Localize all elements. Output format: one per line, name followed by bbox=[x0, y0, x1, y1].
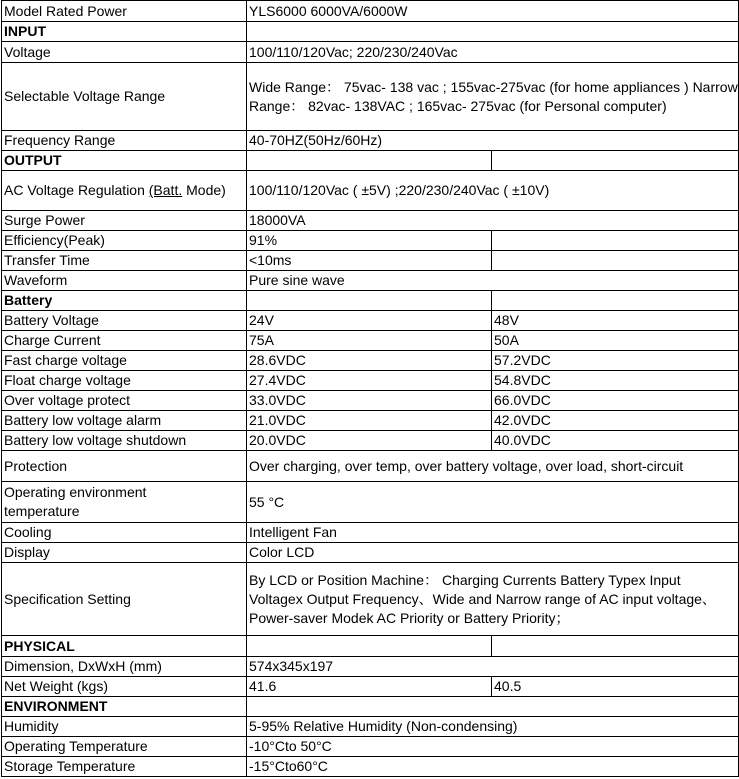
row-battery-heading bbox=[2, 291, 739, 311]
row-dimension bbox=[2, 657, 739, 677]
value-weight-24v: 41.6 bbox=[247, 677, 492, 697]
battery-row-48v: 42.0VDC bbox=[492, 411, 739, 431]
label-spec-setting: Specification Setting bbox=[2, 563, 247, 636]
label-efficiency: Efficiency(Peak) bbox=[2, 231, 247, 251]
battery-row-48v: 40.0VDC bbox=[492, 431, 739, 451]
battery-row-24v: 27.4VDC bbox=[247, 371, 492, 391]
value-storage-temp: -15°Cto60°C bbox=[247, 757, 739, 777]
table-row bbox=[2, 331, 739, 351]
label-transfer: Transfer Time bbox=[2, 251, 247, 271]
ac-regulation-label-main: AC Voltage Regulation bbox=[4, 182, 149, 198]
value-transfer: <10ms bbox=[247, 251, 492, 271]
row-voltage bbox=[2, 42, 739, 63]
spec-table bbox=[1, 0, 739, 777]
row-waveform bbox=[2, 271, 739, 291]
table-row bbox=[2, 371, 739, 391]
value-ac-regulation: 100/110/120Vac ( ±5V) ;220/230/240Vac ( ±10V) bbox=[247, 171, 739, 211]
value-dimension: 574x345x197 bbox=[247, 657, 739, 677]
label-ac-regulation bbox=[2, 171, 247, 211]
ac-regulation-label-mode: Mode) bbox=[182, 182, 226, 198]
row-input-heading bbox=[2, 22, 739, 42]
label-cooling: Cooling bbox=[2, 523, 247, 543]
label-frequency: Frequency Range bbox=[2, 131, 247, 151]
row-display bbox=[2, 543, 739, 563]
empty-cell bbox=[247, 22, 739, 42]
table-row bbox=[2, 391, 739, 411]
section-input: INPUT bbox=[2, 22, 247, 42]
battery-row-48v: 54.8VDC bbox=[492, 371, 739, 391]
row-weight bbox=[2, 677, 739, 697]
value-operating-temp: -10°Cto 50°C bbox=[247, 737, 739, 757]
empty-cell bbox=[247, 291, 492, 311]
label-surge: Surge Power bbox=[2, 211, 247, 231]
empty-cell bbox=[492, 151, 739, 171]
battery-row-24v: 33.0VDC bbox=[247, 391, 492, 411]
row-model bbox=[2, 1, 739, 22]
table-row bbox=[2, 311, 739, 331]
value-weight-48v: 40.5 bbox=[492, 677, 739, 697]
row-efficiency bbox=[2, 231, 739, 251]
empty-cell bbox=[247, 151, 492, 171]
row-output-heading bbox=[2, 151, 739, 171]
table-row bbox=[2, 431, 739, 451]
battery-row-48v: 66.0VDC bbox=[492, 391, 739, 411]
battery-row-24v: 75A bbox=[247, 331, 492, 351]
label-operating-temp: Operating Temperature bbox=[2, 737, 247, 757]
row-transfer bbox=[2, 251, 739, 271]
label-display: Display bbox=[2, 543, 247, 563]
battery-row-label: Battery low voltage shutdown bbox=[2, 431, 247, 451]
label-operating-env: Operating environment temperature bbox=[2, 482, 247, 523]
empty-cell bbox=[492, 231, 739, 251]
battery-row-label: Battery Voltage bbox=[2, 311, 247, 331]
row-cooling bbox=[2, 523, 739, 543]
row-spec-setting bbox=[2, 563, 739, 636]
label-protection: Protection bbox=[2, 451, 247, 482]
section-battery: Battery bbox=[2, 291, 247, 311]
ac-regulation-label-batt: (Batt. bbox=[148, 182, 183, 198]
battery-row-label: Over voltage protect bbox=[2, 391, 247, 411]
value-selectable-range: Wide Range： 75vac- 138 vac ; 155vac-275vac (for home appliances ) Narrow Range： 82vac- 138VAC ; 165vac- 275vac (for Personal computer) bbox=[247, 63, 739, 131]
value-surge: 18000VA bbox=[247, 211, 739, 231]
empty-cell bbox=[247, 697, 739, 717]
empty-cell bbox=[492, 291, 739, 311]
table-row bbox=[2, 351, 739, 371]
value-model: YLS6000 6000VA/6000W bbox=[247, 1, 739, 22]
label-selectable-range: Selectable Voltage Range bbox=[2, 63, 247, 131]
row-surge bbox=[2, 211, 739, 231]
row-storage-temp bbox=[2, 757, 739, 777]
battery-row-24v: 20.0VDC bbox=[247, 431, 492, 451]
empty-cell bbox=[247, 636, 492, 657]
empty-cell bbox=[492, 636, 739, 657]
battery-row-label: Charge Current bbox=[2, 331, 247, 351]
empty-cell bbox=[492, 251, 739, 271]
value-waveform: Pure sine wave bbox=[247, 271, 739, 291]
label-model: Model Rated Power bbox=[2, 1, 247, 22]
row-humidity bbox=[2, 717, 739, 737]
row-physical-heading bbox=[2, 636, 739, 657]
battery-row-label: Float charge voltage bbox=[2, 371, 247, 391]
row-ac-regulation bbox=[2, 171, 739, 211]
battery-row-label: Fast charge voltage bbox=[2, 351, 247, 371]
label-voltage: Voltage bbox=[2, 42, 247, 63]
value-cooling: Intelligent Fan bbox=[247, 523, 739, 543]
battery-row-24v: 21.0VDC bbox=[247, 411, 492, 431]
section-physical: PHYSICAL bbox=[2, 636, 247, 657]
row-selectable-range bbox=[2, 63, 739, 131]
value-display: Color LCD bbox=[247, 543, 739, 563]
row-frequency bbox=[2, 131, 739, 151]
value-protection: Over charging, over temp, over battery voltage, over load, short-circuit bbox=[247, 451, 739, 482]
row-operating-env bbox=[2, 482, 739, 523]
row-protection bbox=[2, 451, 739, 482]
label-storage-temp: Storage Temperature bbox=[2, 757, 247, 777]
value-spec-setting: By LCD or Position Machine： Charging Currents Battery Typex Input Voltagex Output Frequency、Wide and Narrow range of AC input voltage、 Power-saver Modek AC Priority or Battery Priority； bbox=[247, 563, 739, 636]
battery-row-48v: 50A bbox=[492, 331, 739, 351]
value-frequency: 40-70HZ(50Hz/60Hz) bbox=[247, 131, 739, 151]
battery-row-label: Battery low voltage alarm bbox=[2, 411, 247, 431]
battery-row-24v: 24V bbox=[247, 311, 492, 331]
battery-row-24v: 28.6VDC bbox=[247, 351, 492, 371]
label-dimension: Dimension, DxWxH (mm) bbox=[2, 657, 247, 677]
row-operating-temp bbox=[2, 737, 739, 757]
label-weight: Net Weight (kgs) bbox=[2, 677, 247, 697]
battery-row-48v: 48V bbox=[492, 311, 739, 331]
value-efficiency: 91% bbox=[247, 231, 492, 251]
section-environment: ENVIRONMENT bbox=[2, 697, 247, 717]
row-environment-heading bbox=[2, 697, 739, 717]
value-operating-env: 55 °C bbox=[247, 482, 739, 523]
value-humidity: 5-95% Relative Humidity (Non-condensing) bbox=[247, 717, 739, 737]
value-voltage: 100/110/120Vac; 220/230/240Vac bbox=[247, 42, 739, 63]
label-waveform: Waveform bbox=[2, 271, 247, 291]
section-output: OUTPUT bbox=[2, 151, 247, 171]
label-humidity: Humidity bbox=[2, 717, 247, 737]
battery-row-48v: 57.2VDC bbox=[492, 351, 739, 371]
table-row bbox=[2, 411, 739, 431]
